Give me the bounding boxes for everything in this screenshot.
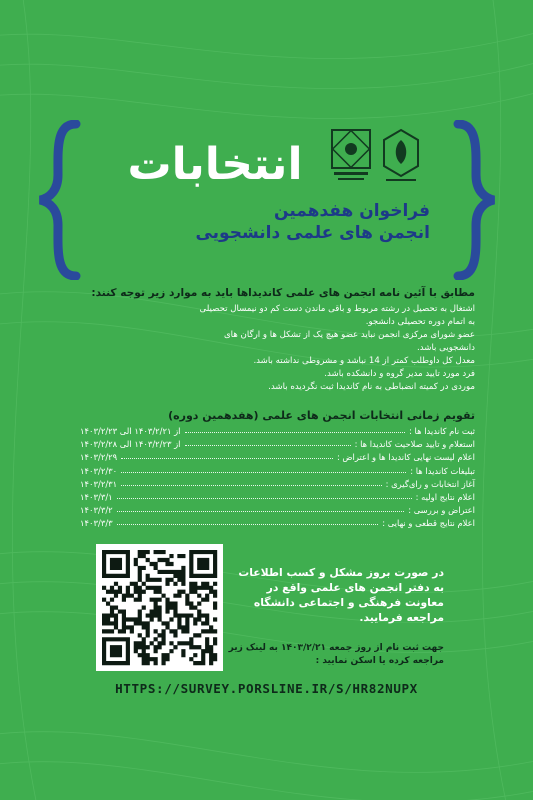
schedule-leader-dots <box>121 458 333 459</box>
qr-code-frame <box>96 544 223 671</box>
condition-line: موردی در کمیته انضباطی به نام کاندیدا ثبت نگردیده باشد. <box>268 382 475 392</box>
schedule-row <box>80 451 475 464</box>
schedule-event-date: از ۱۴۰۳/۲/۲۳ الی ۱۴۰۳/۲/۲۸ <box>80 439 181 450</box>
schedule-event-label: استعلام و تایید صلاحیت کاندیدا ها : <box>354 439 475 450</box>
schedule-row <box>80 504 475 517</box>
registration-note: جهت ثبت نام از روز جمعه ۱۴۰۳/۲/۲۱ به لینک زیر مراجعه کرده یا اسکن نمایید : <box>228 643 444 666</box>
schedule-row <box>80 465 475 478</box>
condition-line: اشتغال به تحصیل در رشته مربوط و باقی ماندن دست کم دو نیمسال تحصیلی <box>199 304 475 314</box>
schedule-row <box>80 517 475 530</box>
schedule-leader-dots <box>121 485 382 486</box>
schedule-event-date: ۱۴۰۳/۲/۲۹ <box>80 452 118 463</box>
schedule-row <box>80 425 475 438</box>
left-brace-icon <box>36 120 82 280</box>
qr-code-icon[interactable] <box>96 544 223 671</box>
schedule-event-date: ۱۴۰۳/۳/۳ <box>80 518 113 529</box>
schedule-event-label: ثبت نام کاندیدا ها : <box>409 426 475 436</box>
schedule-event-label: اعلام نتایج اولیه : <box>415 492 475 502</box>
poster-title: انتخابات <box>127 139 303 190</box>
schedule-row <box>80 491 475 504</box>
schedule-event-date: ۱۴۰۳/۳/۲ <box>80 505 113 516</box>
university-seal-icon <box>330 128 372 184</box>
condition-line: دانشجویی باشد. <box>417 343 475 353</box>
condition-line: به اتمام دوره تحصیلی دانشجو. <box>365 317 475 327</box>
survey-link[interactable]: HTTPS://SURVEY.PORSLINE.IR/S/HR82NUPX <box>115 681 418 696</box>
schedule-row <box>80 478 475 491</box>
contact-info: در صورت بروز مشکل و کسب اطلاعات به دفتر انجمن های علمی واقع در معاونت فرهنگی و اجتماعی دانشگاه مراجعه فرمایید. <box>238 566 444 624</box>
subtitle-line-1: فراخوان هفدهمین <box>274 201 430 221</box>
schedule-event-date: ۱۴۰۳/۲/۳۱ <box>80 478 118 489</box>
schedule-event-date: ۱۴۰۳/۳/۱ <box>80 492 113 502</box>
schedule-event-label: آغاز انتخابات و رای‌گیری : <box>385 478 475 489</box>
schedule-event-date: ۱۴۰۳/۲/۳۰ <box>80 465 118 476</box>
schedule-leader-dots <box>117 498 412 499</box>
conditions-heading: مطابق با آئین نامه انجمن های علمی کاندیداها باید به موارد زیر توجه کنند: <box>91 287 475 299</box>
condition-line: عضو شورای مرکزی انجمن نباید عضو هیچ یک از تشکل ها و ارگان های <box>223 330 475 340</box>
condition-line: فرد مورد تایید مدیر گروه و دانشکده باشد. <box>324 369 475 379</box>
subtitle-line-2: انجمن های علمی دانشجویی <box>195 223 430 243</box>
ministry-emblem-icon <box>380 128 422 184</box>
schedule-event-label: تبلیغات کاندیدا ها : <box>410 465 475 476</box>
schedule-leader-dots <box>185 432 405 433</box>
schedule-leader-dots <box>117 524 378 525</box>
schedule-leader-dots <box>121 472 406 473</box>
schedule-heading: تقویم زمانی انتخابات انجمن های علمی (هفدهمین دوره) <box>168 409 475 422</box>
schedule-event-date: از ۱۴۰۳/۲/۲۱ الی ۱۴۰۳/۲/۲۳ <box>80 426 181 436</box>
schedule-event-label: اعلام نتایج قطعی و نهایی : <box>382 518 475 529</box>
schedule-row <box>80 438 475 451</box>
condition-line: معدل کل داوطلب کمتر از 14 نباشد و مشروطی نداشته باشد. <box>253 356 475 366</box>
schedule-leader-dots <box>117 511 404 512</box>
schedule-event-label: اعتراض و بررسی : <box>408 505 475 516</box>
right-brace-icon <box>452 120 498 280</box>
schedule-event-label: اعلام لیست نهایی کاندیدا ها و اعتراض : <box>336 452 475 463</box>
schedule-leader-dots <box>185 445 351 446</box>
